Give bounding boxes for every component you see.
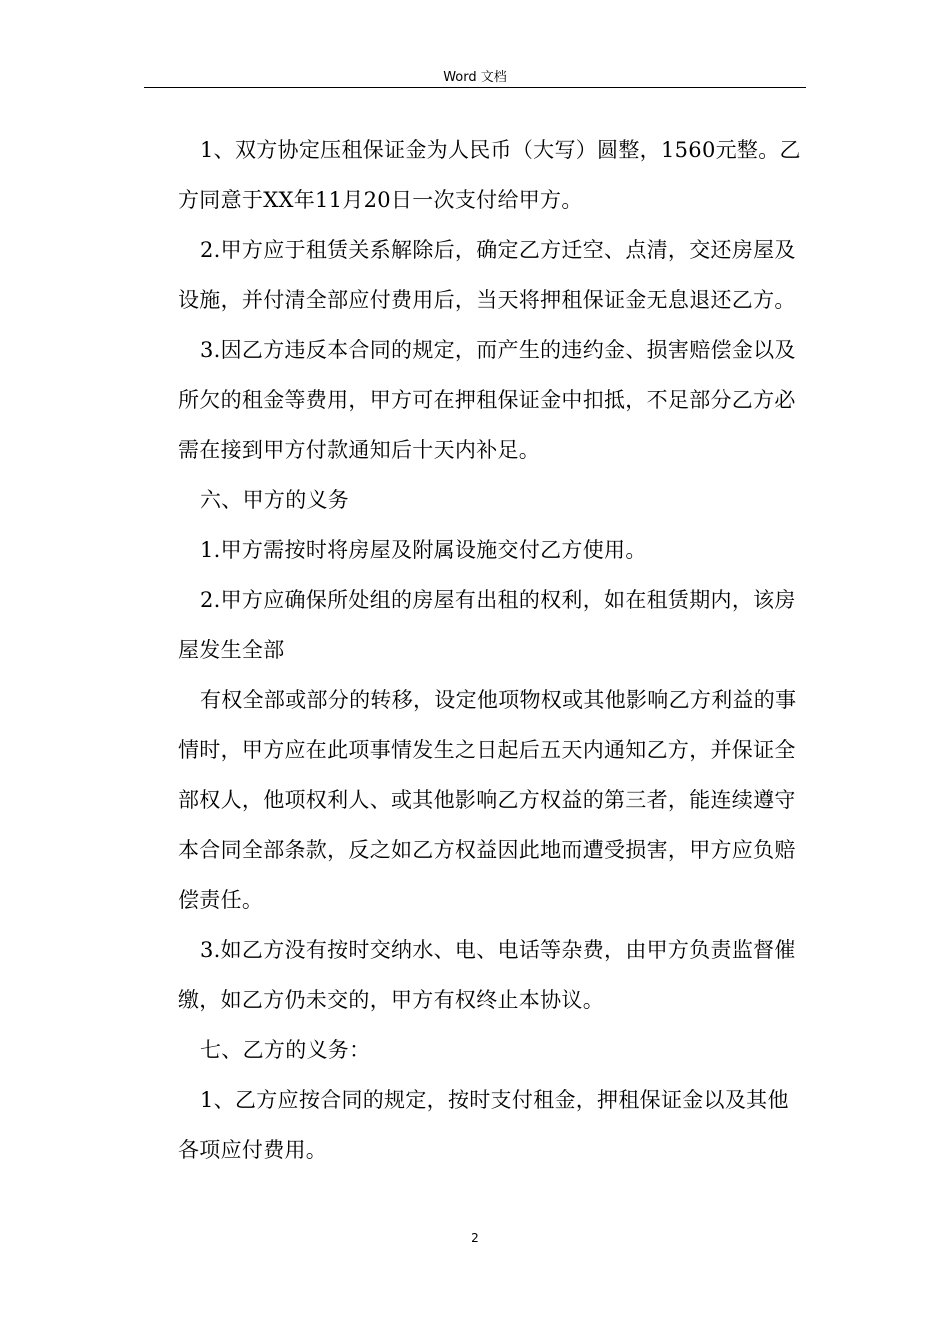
- paragraph-deposit-deduction: 3.因乙方违反本合同的规定，而产生的违约金、损害赔偿金以及所欠的租金等费用，甲方可在押租保证金中扣抵，不足部分乙方必需在接到甲方付款通知后十天内补足。: [178, 338, 796, 462]
- paragraph-party-a-delivery: 1.甲方需按时将房屋及附属设施交付乙方使用。: [200, 538, 647, 562]
- paragraph-party-a-fees: 3.如乙方没有按时交纳水、电、电话等杂费，由甲方负责监督催缴，如乙方仍未交的，甲方有权终止本协议。: [178, 938, 796, 1012]
- document-body: [178, 125, 808, 1175]
- paragraph-party-a-transfer: 有权全部或部分的转移，设定他项物权或其他影响乙方利益的事情时，甲方应在此项事情发生之日起后五天内通知乙方，并保证全部权人，他项权利人、或其他影响乙方权益的第三者，能连续遵守本合同全部条款，反之如乙方权益因此地而遭受损害，甲方应负赔偿责任。: [178, 688, 797, 912]
- paragraph-deposit-refund: 2.甲方应于租赁关系解除后，确定乙方迁空、点清，交还房屋及设施，并付清全部应付费用后，当天将押租保证金无息退还乙方。: [178, 238, 796, 312]
- page-number: 2: [471, 1231, 479, 1245]
- page-header: Word 文档: [443, 70, 507, 85]
- header-divider: [144, 87, 806, 88]
- paragraph-deposit-amount: 1、双方协定压租保证金为人民币（大写）圆整，1560元整。乙方同意于XX年11月20日一次支付给甲方。: [178, 138, 801, 212]
- section-heading-party-b-obligations: 七、乙方的义务：: [200, 1038, 371, 1062]
- paragraph-party-b-payment: 1、乙方应按合同的规定，按时支付租金，押租保证金以及其他各项应付费用。: [178, 1088, 789, 1162]
- section-heading-party-a-obligations: 六、甲方的义务: [200, 488, 350, 512]
- paragraph-party-a-rights: 2.甲方应确保所处组的房屋有出租的权利，如在租赁期内，该房屋发生全部: [178, 588, 796, 662]
